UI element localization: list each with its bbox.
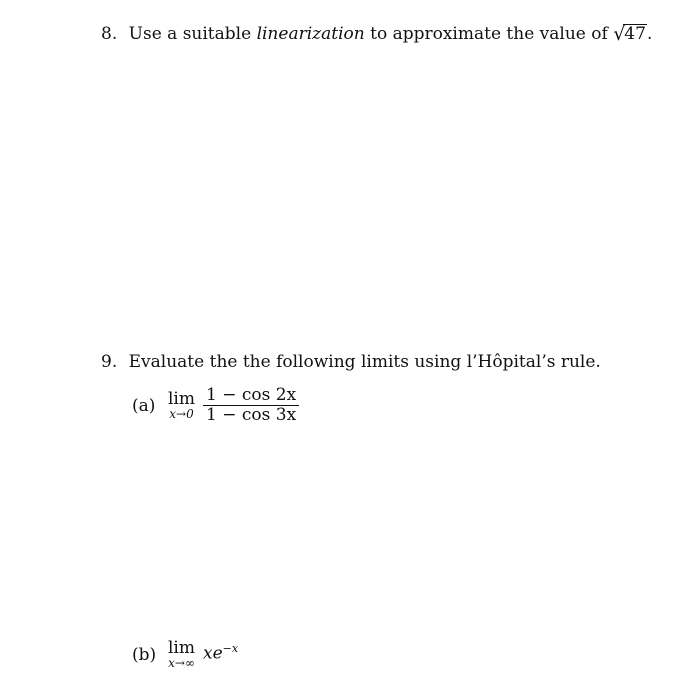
radicand: 47 bbox=[624, 24, 646, 44]
question-9-number: 9. bbox=[101, 352, 118, 372]
radical-sign-icon: √ bbox=[613, 23, 626, 45]
question-8-emphasis: linearization bbox=[256, 24, 365, 44]
question-8-end: . bbox=[646, 24, 653, 44]
part-a-numerator: 1 − cos 2x bbox=[206, 385, 297, 405]
question-8-text-before: Use a suitable bbox=[128, 24, 252, 44]
question-9-text: Evaluate the the following limits using l’Hôpital’s rule. bbox=[128, 352, 601, 372]
part-a-lim: lim bbox=[168, 389, 195, 410]
part-b-lim: lim bbox=[168, 638, 195, 658]
question-9 bbox=[101, 352, 601, 372]
part-a-lim-subscript: x→0 bbox=[169, 407, 194, 422]
part-b-expression bbox=[203, 642, 238, 664]
question-8-text-after: to approximate the value of bbox=[370, 24, 608, 44]
part-b-label: (b) bbox=[132, 644, 157, 665]
question-9-part-b bbox=[132, 640, 238, 669]
question-8-number: 8. bbox=[101, 24, 118, 44]
part-a-label: (a) bbox=[132, 395, 156, 416]
part-b-limit-operator bbox=[168, 640, 195, 669]
part-b-lim-subscript: x→∞ bbox=[168, 656, 195, 670]
part-a-limit-operator bbox=[168, 391, 195, 420]
question-9-part-a bbox=[132, 386, 299, 425]
square-root-expression bbox=[613, 23, 647, 44]
part-a-denominator: 1 − cos 3x bbox=[206, 405, 297, 426]
part-b-base: xe bbox=[203, 643, 223, 664]
part-a-fraction bbox=[203, 386, 299, 425]
part-b-exponent: −x bbox=[222, 642, 239, 655]
question-8 bbox=[101, 23, 652, 44]
